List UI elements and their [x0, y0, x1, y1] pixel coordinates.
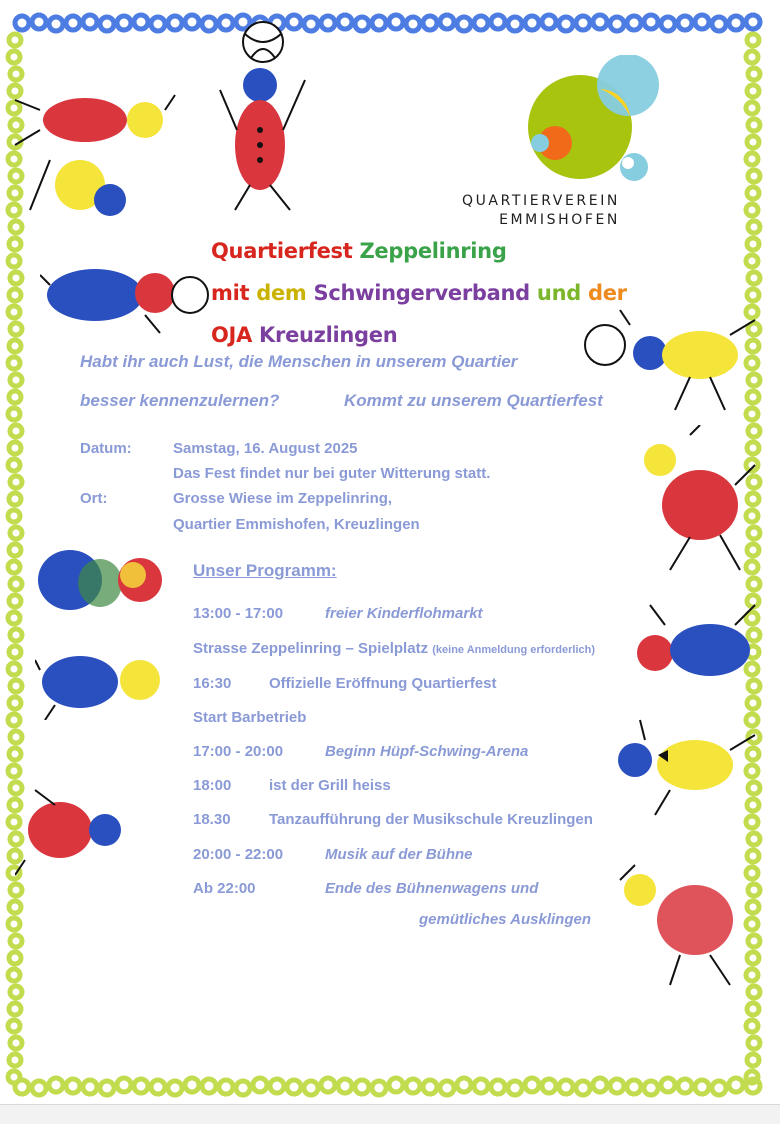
- program-text: Beginn Hüpf-Schwing-Arena: [325, 743, 529, 760]
- place-value-2: Quartier Emmishofen, Kreuzlingen: [173, 516, 420, 533]
- page-edge: [0, 1104, 780, 1124]
- title-line-3: [211, 314, 627, 356]
- date-label: Datum:: [80, 440, 132, 457]
- title-word: dem: [256, 281, 307, 305]
- intro-line-2a: besser kennenzulernen?: [80, 391, 280, 410]
- program-heading: Unser Programm:: [193, 561, 337, 580]
- program-text: Offizielle Eröffnung Quartierfest: [269, 675, 497, 692]
- thumbprint-figure-icon: [10, 90, 180, 220]
- title-word: Schwingerverband: [313, 281, 530, 305]
- program-text: Tanzaufführung der Musikschule Kreuzlingen: [269, 811, 593, 828]
- title-word: Quartierfest: [211, 239, 353, 263]
- program-note: (keine Anmeldung erforderlich): [432, 644, 596, 656]
- program-time: 17:00 - 20:00: [193, 743, 284, 760]
- intro-line-2b: Kommt zu unserem Quartierfest: [344, 391, 603, 410]
- program-time: 18:00: [193, 777, 232, 794]
- program-text: freier Kinderflohmarkt: [325, 605, 483, 622]
- title-word: der: [587, 281, 627, 305]
- thumbprint-figure-icon: [635, 595, 760, 690]
- volleyball-player-figure-icon: [215, 20, 315, 215]
- program-time: 20:00 - 22:00: [193, 846, 284, 863]
- logo-name-line1: QUARTIERVEREIN: [461, 193, 620, 209]
- quartierverein-logo: [528, 55, 668, 185]
- thumbprint-figure-icon: [600, 710, 760, 820]
- place-label: Ort:: [80, 490, 108, 507]
- logo-name-line2: EMMISHOFEN: [499, 212, 620, 228]
- weather-note: Das Fest findet nur bei guter Witterung statt.: [173, 465, 491, 482]
- program-text: Start Barbetrieb: [193, 709, 307, 726]
- place-value-1: Grosse Wiese im Zeppelinring,: [173, 490, 393, 507]
- program-time: Ab 22:00: [193, 880, 256, 897]
- program-time: 13:00 - 17:00: [193, 605, 284, 622]
- title-line-2: [211, 272, 627, 314]
- thumbprint-figure-icon: [610, 850, 750, 990]
- program-text: ist der Grill heiss: [269, 777, 391, 794]
- volleyball-figure-icon: [580, 305, 760, 415]
- logo-wordmark: [420, 192, 620, 230]
- program-time: 16:30: [193, 675, 232, 692]
- program-text: gemütliches Ausklingen: [419, 911, 591, 928]
- title-line-1: [211, 230, 627, 272]
- program-text: Ende des Bühnenwagens und: [325, 880, 539, 897]
- title-word: mit: [211, 281, 250, 305]
- event-title: [211, 230, 627, 356]
- intro-line-1: Habt ihr auch Lust, die Menschen in unserem Quartier: [80, 352, 518, 371]
- title-word: und: [536, 281, 581, 305]
- thumbprint-figure-icon: [630, 425, 760, 575]
- program-text-main: Strasse Zeppelinring – Spielplatz: [193, 640, 429, 657]
- program-text: [193, 640, 595, 657]
- thumbprint-figure-icon: [40, 255, 210, 335]
- thumbprint-figure-icon: [35, 640, 165, 720]
- title-word: Zeppelinring: [359, 239, 507, 263]
- thumbprint-figure-icon: [25, 535, 175, 620]
- thumbprint-figure-icon: [15, 780, 125, 880]
- title-word: Kreuzlingen: [259, 323, 398, 347]
- date-value: Samstag, 16. August 2025: [173, 440, 358, 457]
- program-time: 18.30: [193, 811, 231, 828]
- title-word: OJA: [211, 323, 253, 347]
- program-text: Musik auf der Bühne: [325, 846, 473, 863]
